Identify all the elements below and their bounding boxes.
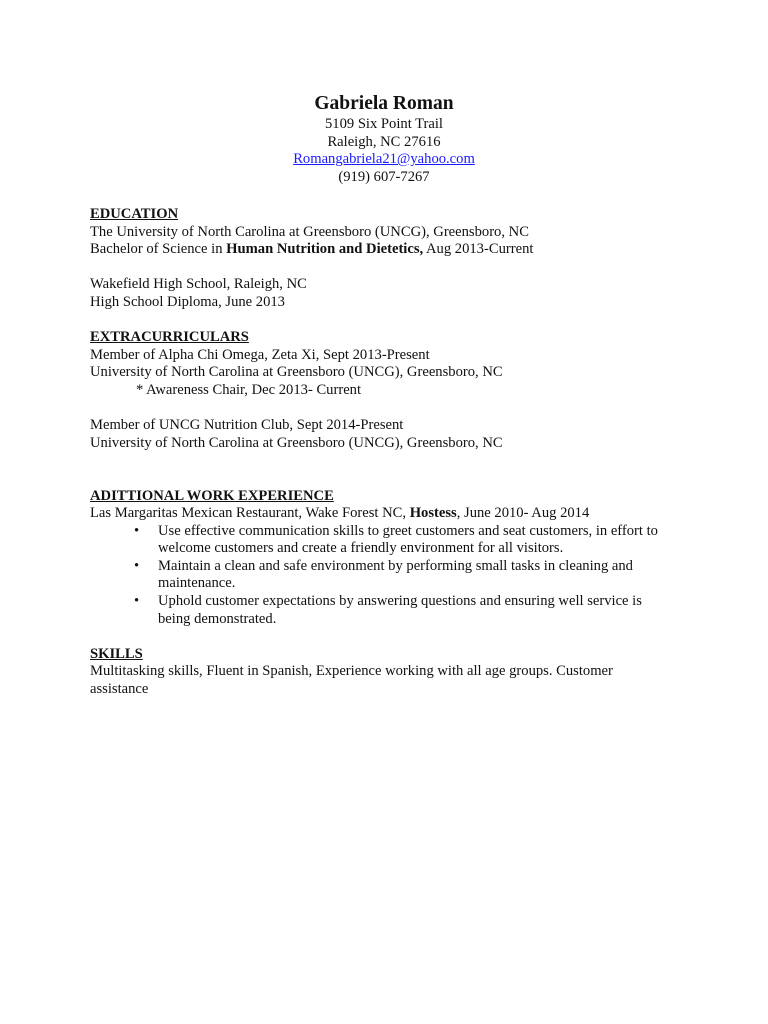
bullet-icon: • xyxy=(134,593,140,610)
degree-major: Human Nutrition and Dietetics, xyxy=(226,241,424,258)
education-school-1: The University of North Carolina at Greensboro (UNCG), Greensboro, NC xyxy=(90,223,529,240)
work-heading: ADITTIONAL WORK EXPERIENCE xyxy=(90,487,334,504)
extracurricular-1-sub: * Awareness Chair, Dec 2013- Current xyxy=(136,381,362,398)
work-bullet-1: • Use effective communication skills to greet customers and seat customers, in effort to welcome customers and create a friendly environment for all visitors. xyxy=(134,522,658,557)
work-bullet-list xyxy=(90,523,690,629)
address-line-2: Raleigh, NC 27616 xyxy=(327,133,441,150)
applicant-name: Gabriela Roman xyxy=(314,93,454,114)
resume-header xyxy=(0,92,768,186)
skills-heading: SKILLS xyxy=(90,645,143,662)
extracurricular-2-line-2: University of North Carolina at Greensboro (UNCG), Greensboro, NC xyxy=(90,434,503,451)
skills-line-1: Multitasking skills, Fluent in Spanish, Experience working with all age groups. Customer xyxy=(90,663,613,680)
education-school-2: Wakefield High School, Raleigh, NC xyxy=(90,276,307,293)
extracurriculars-heading: EXTRACURRICULARS xyxy=(90,329,249,346)
education-diploma: High School Diploma, June 2013 xyxy=(90,293,285,310)
address-line-1: 5109 Six Point Trail xyxy=(324,116,443,132)
skills-line-2: assistance xyxy=(90,681,149,698)
work-bullet-2: • Maintain a clean and safe environment by performing small tasks in cleaning and maintenance. xyxy=(134,557,633,592)
bullet-icon: • xyxy=(134,557,140,574)
job-title: Hostess xyxy=(409,505,457,522)
extracurricular-1-line-2: University of North Carolina at Greensboro (UNCG), Greensboro, NC xyxy=(90,364,503,381)
email-link[interactable]: Romangabriela21@yahoo.com xyxy=(293,151,475,168)
education-heading: EDUCATION xyxy=(90,206,179,222)
extracurricular-1-line-1: Member of Alpha Chi Omega, Zeta Xi, Sept 2013-Present xyxy=(90,346,430,363)
phone-number: (919) 607-7267 xyxy=(338,168,430,185)
work-job-line: Las Margaritas Mexican Restaurant, Wake Forest NC, Hostess, June 2010- Aug 2014 xyxy=(90,505,590,522)
work-bullet-3: • Uphold customer expectations by answering questions and ensuring well service is being demonstrated. xyxy=(134,593,642,627)
bullet-icon: • xyxy=(134,522,140,539)
extracurricular-2-line-1: Member of UNCG Nutrition Club, Sept 2014-Present xyxy=(90,417,404,434)
education-degree: Bachelor of Science in Human Nutrition and Dietetics, Aug 2013-Current xyxy=(90,241,534,258)
resume-body xyxy=(90,206,690,699)
